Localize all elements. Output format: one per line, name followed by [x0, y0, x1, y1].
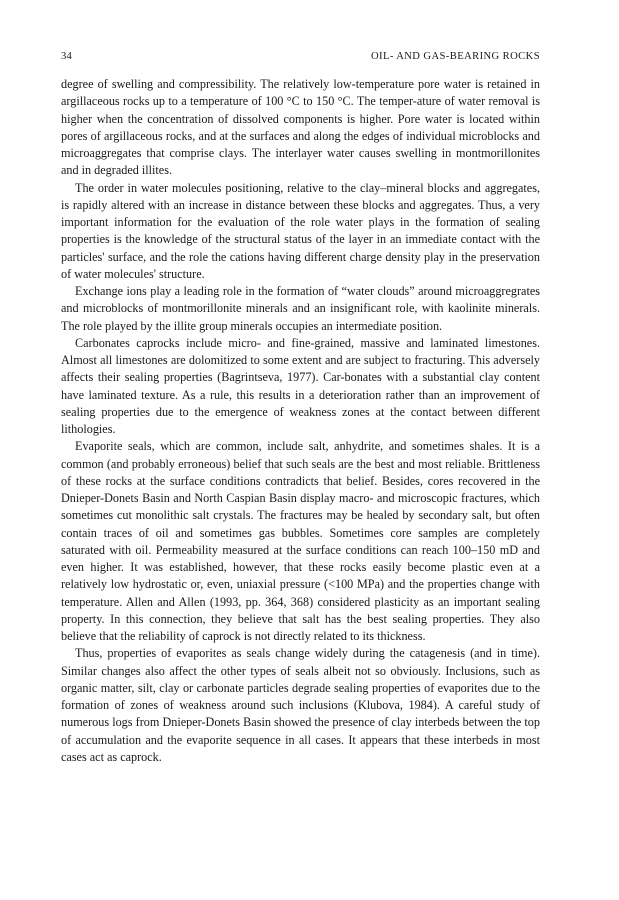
paragraph-evaporite-properties: Thus, properties of evaporites as seals change widely during the catagenesis (and in time). Similar changes also affect the other types of seals albeit not so obviously. Inclusions, such as organic matter, silt, clay or carbonate particles degrade sealing properties of evaporites due to the formation of zones of weakness around such inclusions (Klubova, 1984). A careful study of numerous logs from Dnieper-Donets Basin showed the presence of clay interbeds between the top of accumulation and the evaporite sequence in all cases. It appears that these interbeds in most cases act as caprock.	[61, 646, 540, 764]
book-page	[61, 50, 540, 766]
page-number: 34	[61, 51, 72, 62]
paragraph-evaporite-seals: Evaporite seals, which are common, include salt, anhydrite, and sometimes shales. It is a common (and probably erroneous) belief that such seals are the best and most reliable. Brittleness of these rocks at the surface conditions contradicts that belief. Besides, cores recovered in the Dnieper-Donets Basin and North Caspian Basin display macro- and microscopic fractures, which sometimes cut monolithic salt crystals. The fractures may be healed by secondary salt, but often contain traces of oil and sometimes gas bubbles. Sometimes core samples are completely saturated with oil. Permeability measured at the surface conditions can reach 100–150 mD and even higher. It was established, however, that these rocks easily become plastic even at a relatively low hydrostatic or, even, uniaxial pressure (<100 MPa) and the properties change with temperature. Allen and Allen (1993, pp. 364, 368) considered plasticity as an important sealing property. In this connection, they believe that salt has the best sealing properties. They also believe that the reliability of caprock is not directly related to its thickness.	[61, 439, 540, 643]
running-title: OIL- AND GAS-BEARING ROCKS	[370, 51, 540, 62]
running-head	[61, 50, 540, 64]
paragraph-exchange-ions: Exchange ions play a leading role in the formation of “water clouds” around microaggregrates and microblocks of montmorillonite minerals and an insignificant role, with kaolinite minerals. The role played by the illite group minerals occupies an intermediate position.	[61, 284, 540, 333]
paragraph-water-molecules: The order in water molecules positioning, relative to the clay–mineral blocks and aggregates, is rapidly altered with an increase in distance between these blocks and aggregates. Thus, a very important information for the evaluation of the role water plays in the formation of sealing properties is the knowledge of the structural status of the layer in an immediate contact with the particles' surface, and the role the cations having different charge density play in the preservation of water molecules' structure.	[61, 180, 540, 281]
paragraph-carbonate-caprocks: Carbonates caprocks include micro- and fine-grained, massive and laminated limestones. Almost all limestones are dolomitized to some extent and are subject to fracturing. This adversely affects their sealing properties (Bagrintseva, 1977). Car-bonates with a substantial clay content have laminated texture. As a rule, this results in a deterioration rather than an improvement of sealing properties due to the emergence of weakness zones at the contact between different lithologies.	[61, 335, 540, 436]
body-text	[61, 76, 540, 766]
paragraph-continuation: degree of swelling and compressibility. The relatively low-temperature pore water is retained in argillaceous rocks up to a temperature of 100 °C to 150 °C. The temper-ature of water removal is higher when the concentration of dissolved components is higher. Pore water is located within pores of argillaceous rocks, and at the surfaces and along the edges of individual microblocks and microaggregates that comprise clays. The interlayer water causes swelling in montmorillonites and in degraded illites.	[61, 77, 540, 178]
